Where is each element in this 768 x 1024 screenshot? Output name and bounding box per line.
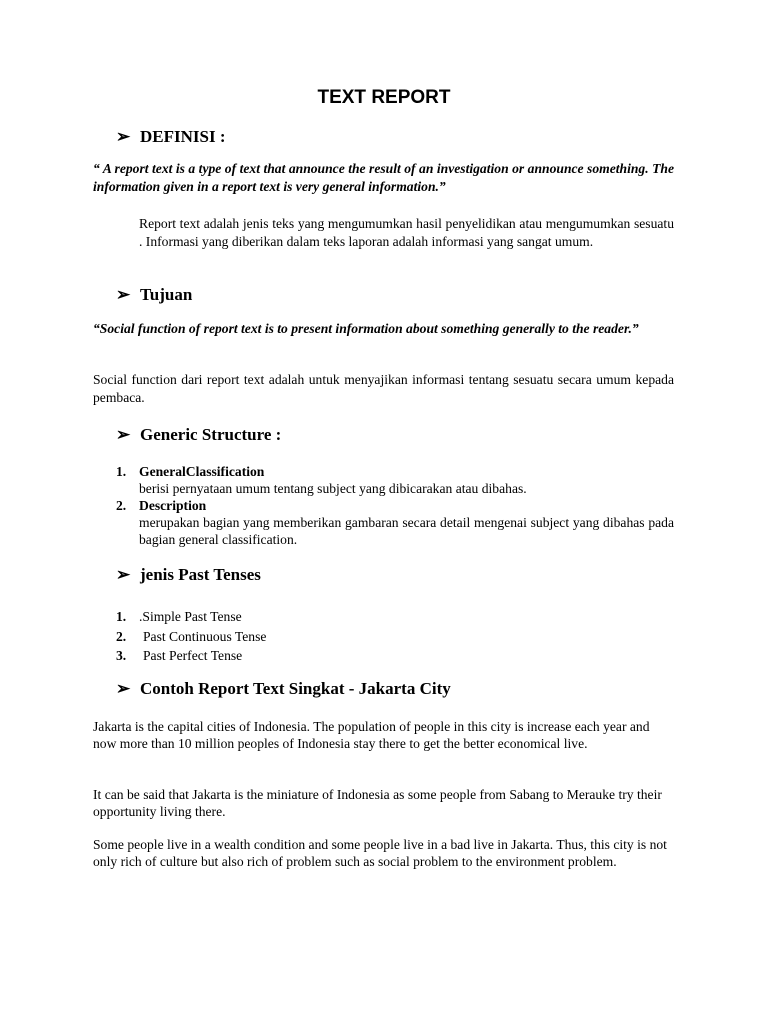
list-number: 2.: [116, 629, 127, 644]
section-heading-generic-structure: [116, 424, 281, 446]
arrow-bullet-icon: ➢: [116, 127, 131, 146]
example-paragraph: It can be said that Jakarta is the miniature of Indonesia as some people from Sabang to Merauke try their opportunity living there.: [93, 787, 662, 819]
list-item: [116, 608, 242, 625]
heading-label: Contoh Report Text Singkat - Jakarta City: [140, 679, 451, 698]
structure-list: [116, 463, 674, 548]
list-term: Description: [139, 498, 207, 513]
definition-quote: “ A report text is a type of text that announce the result of an investigation or announce something. The information given in a report text is very general information.”: [93, 161, 674, 194]
list-number: 2.: [116, 498, 127, 513]
purpose-quote: “Social function of report text is to present information about something generally to the reader.”: [93, 321, 639, 336]
section-heading-past-tenses: [116, 564, 261, 586]
heading-label: DEFINISI :: [140, 127, 226, 146]
list-description: berisi pernyataan umum tentang subject yang dibicarakan atau dibahas.: [139, 481, 527, 496]
list-item: [116, 463, 674, 497]
section-heading-example: [116, 678, 451, 700]
section-heading-definisi: [116, 126, 226, 148]
definition-translation: Report text adalah jenis teks yang mengumumkan hasil penyelidikan atau mengumumkan sesuatu . Informasi yang diberikan dalam teks laporan adalah informasi yang sangat umum.: [139, 216, 674, 249]
example-paragraph: Jakarta is the capital cities of Indonesia. The population of people in this city is increase each year and now more than 10 million peoples of Indonesia stay there to get the better economical live.: [93, 719, 650, 751]
list-number: 3.: [116, 648, 127, 663]
arrow-bullet-icon: ➢: [116, 679, 131, 698]
page-title: TEXT REPORT: [317, 87, 451, 108]
section-heading-tujuan: [116, 284, 192, 306]
arrow-bullet-icon: ➢: [116, 425, 131, 444]
list-item: [116, 647, 242, 664]
purpose-translation: Social function dari report text adalah untuk menyajikan informasi tentang sesuatu secara umum kepada pembaca.: [93, 372, 674, 405]
list-description: merupakan bagian yang memberikan gambaran secara detail mengenai subject yang dibahas pada bagian general classification.: [139, 515, 674, 547]
list-term: GeneralClassification: [139, 464, 265, 479]
list-label: Past Continuous Tense: [143, 629, 267, 644]
list-item: [116, 497, 674, 548]
arrow-bullet-icon: ➢: [116, 285, 131, 304]
list-item: [116, 628, 266, 645]
example-paragraph: Some people live in a wealth condition and some people live in a bad live in Jakarta. Thus, this city is not only rich of culture but also rich of problem such as social problem to the environment problem.: [93, 837, 667, 869]
heading-label: Generic Structure :: [140, 425, 282, 444]
list-number: 1.: [116, 464, 127, 479]
heading-label: jenis Past Tenses: [140, 565, 261, 584]
list-number: 1.: [116, 609, 127, 624]
arrow-bullet-icon: ➢: [116, 565, 131, 584]
list-label: Past Perfect Tense: [143, 648, 243, 663]
list-label: .Simple Past Tense: [139, 609, 242, 624]
heading-label: Tujuan: [140, 285, 193, 304]
